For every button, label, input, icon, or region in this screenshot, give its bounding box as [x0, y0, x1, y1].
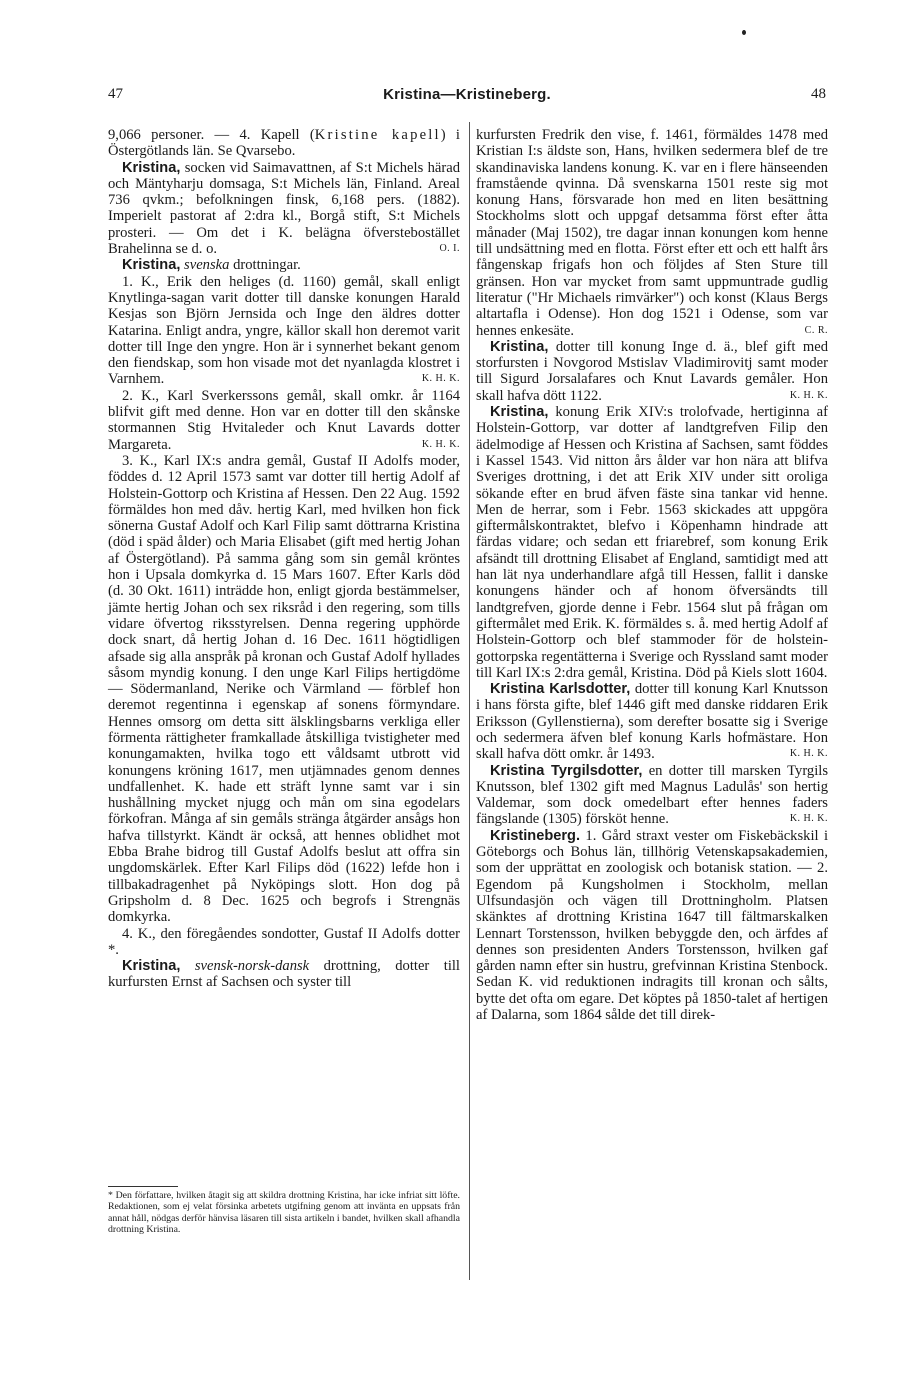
- entry-kristina-karlsdotter: Kristina Karlsdotter, dotter till konung Karl Knutsson i hans första gifte, blef 1446 gift med danske riddaren Erik Eriksson (Gyllenstierna), som derefter bosatte sig i Sverige och sedermera äfven blef konung Karls hofmästare. Hon skall hafva dött omkr. år 1493. K. H. K.: [476, 681, 828, 763]
- headword: Kristina,: [490, 404, 549, 421]
- headword: Kristina Karlsdotter,: [490, 681, 631, 698]
- left-column: [108, 127, 460, 991]
- headword: Kristina Tyrgilsdotter,: [490, 762, 643, 779]
- entry-kristina-erik-xiv: Kristina, konung Erik XIV:s trolofvade, hertiginna af Holstein-Gottorp, var dotter af landtgrefven Filip den ädelmodige af Hessen och Kristina af Sachsen, samt föddes i Kassel 1543. Vid nitton års ålder var hon nära att blifva Sveriges drottning, i det att Erik XIV under sitt oroliga sökande efter en brud äfven fäste sina tankar vid henne. Men de herrar, som i Febr. 1563 skickades att uppgöra giftermålskontraktet, blefvo i Köpenhamn hindrade att färdas vidare; och sedan ett friarebref, som konung Erik afsändt till drottning Elisabet af England, samtidigt med att han lät nya underhandlare afgå till Hessen, fallit i danske konungens händer och af honom öfversändts till landtgrefven, gjorde denne i Febr. 1564 slut på frågan om giftermålet med Erik. K. förmäldes s. å. med hertig Adolf af Holstein-Gottorp och blef stammoder för de holstein-gottorpska regentätterna i Sverige och Ryssland samt moder till Karl IX:s 2:dra gemål, Kristina. Död på Kiels slott 1604.: [476, 404, 828, 681]
- author-signature: O. I.: [439, 243, 460, 255]
- running-title: Kristina—Kristineberg.: [383, 86, 551, 103]
- page-number-left: 47: [108, 86, 123, 102]
- author-signature: K. H. K.: [421, 373, 460, 385]
- author-signature: K. H. K.: [789, 389, 828, 401]
- subentry-1: 1. K., Erik den heliges (d. 1160) gemål, skall enligt Knytlinga-sagan varit dotter till danske konungen Harald Kesjas son Björn Jernsida och Inge den äldres dotter Katarina. Enligt andra, yngre, källor skall hon deremot varit dotter till Inge den yngre. Hon är i synnerhet bekant genom den fiendskap, som hon visade mot det nyanlagda klostret i Varnhem. K. H. K.: [108, 273, 460, 388]
- entry-continuation: kurfursten Fredrik den vise, f. 1461, förmäldes 1478 med Kristian I:s äldste son, Hans, hvilken sedermera blef de tre skandinaviska landens konung. K. var en i flere hänseenden framstående qvinna. Då svenskarna 1501 reste sig mot konung Hans, försvarade hon med en liten besättning Stockholms slott och uppgaf detsamma först efter åtta månader (Maj 1502), tre dagar innan konungen kom henne till undsättning med en flotta. Först efter ett och ett halft års fångenskap frigafs hon och följdes af Sten Sture till gränsen. Hon var mycket from samt uppmuntrade gudlig literatur ("Hr Michaels rimvärker") och konst (Klaus Bergs altartafla i Odense). Hon dog 1521 i Odense, som var hennes enkesäte. C. R.: [476, 127, 828, 339]
- page-header: [108, 86, 826, 108]
- subentry-4: 4. K., den föregåendes sondotter, Gustaf II Adolfs dotter *.: [108, 925, 460, 958]
- author-signature: K. H. K.: [789, 813, 828, 825]
- footnote-rule: [108, 1186, 178, 1187]
- headword: Kristineberg.: [490, 827, 581, 844]
- footnote: * Den författare, hvilken åtagit sig att skildra drottning Kristina, har icke infriat sitt löfte. Redaktionen, som ej velat försinka arbetets utgifning genom att invänta en uppsats från annat håll, nödgas derför hänvisa läsaren till sista artikeln i bandet, hvilken skall afhandla drottning Kristina.: [108, 1190, 460, 1236]
- right-column: [476, 127, 828, 1023]
- entry-kristina-socken: Kristina, socken vid Saimavattnen, af S:t Michels härad och Mäntyharju domsaga, S:t Michels län, Finland. Areal 736 qvkm.; befolkningen finsk, 6,168 pers. (1882). Imperielt pastorat af 2:dra kl., Borgå stift, S:t Michels prosteri. — Om det i K. belägna öfverstebostället Brahelinna se d. o. O. I.: [108, 159, 460, 258]
- author-signature: C. R.: [804, 324, 828, 336]
- entry-kristina-drottningar: Kristina, svenska drottningar.: [122, 257, 301, 274]
- entry-kristina-svensk-norsk-dansk: Kristina, svensk-norsk-dansk drottning, dotter till kurfursten Ernst af Sachsen och syster till: [108, 958, 460, 991]
- subentry-3: 3. K., Karl IX:s andra gemål, Gustaf II Adolfs moder, föddes d. 12 April 1573 samt var dotter till hertig Adolf af Holstein-Gottorp och Kristina af Hessen. Den 22 Aug. 1592 förmäldes hon med dåv. hertig Karl, med hvilken hon fick sönerna Gustaf Adolf och Karl Filip samt döttrarna Kristina (död i späd ålder) och Maria Elisabet (gift med hertig Johan af Östergötland). På samma gång som sin gemål kröntes hon i Upsala domkyrka d. 15 Mars 1607. Efter Karls död (d. 30 Okt. 1611) inträdde hon, enligt gjorda bestämmelser, jämte hertig Johan och sex riksråd i den regering, som tills vidare öfvertog riksstyrelsen. Denna regering upphörde dock snart, då hertig Johan d. 16 Dec. 1611 högtidligen afsade sig alla anspråk på kronan och Gustaf Adolf hyllades såsom myndig konung. I den unge Karl Filips hertigdöme — Södermanland, Nerike och Värmland — förblef hon deremot regentinna i egenskap af sonens förmyndare. Hennes omsorg om detta sitt älsklingsbarns verkliga eller förmenta rättigheter framkallade åtskilliga tvistigheter med konungamakten, hvilka togo ett våldsamt utbrott vid konungens kröning 1617, men utjämnades genom dennes undfallenhet. K. hade ett sträft lynne samt var i sin hushållning mycket njugg och mån om sina egodelars förkofran. Många af sin gemåls stränga åtgärder ansågs hon hafva tillstyrkt. Kändt är också, att hennes oblidhet mot Ebba Brahe bidrog till Gustaf Adolfs beslut att offra sin ungdomskärlek. Efter Karl Filips död (1622) lefde hon i tillbakadragenhet på Nyköpings slott. Hon dog på Gripsholm d. 8 Dec. 1625 och begrofs i Strengnäs domkyrka.: [108, 452, 460, 926]
- entry-kristineberg: Kristineberg. 1. Gård straxt vester om Fiskebäckskil i Göteborgs och Bohus län, tillhörig Vetenskapsakademien, som der upprättat en zoologisk och botanisk station. — 2. Egendom på Kungsholmen i Stockholm, mellan Ulfsundasjön och vägen till Drottningholm. Platsen skänktes af drottning Kristina 1647 till fältmarskalken Lennart Torstensson, hvilken bebyggde den, och ärfdes af dennes son presidenten Anders Torstensson, hvilken gaf gården namn efter sin hustru, grefvinnan Kristina Stenbock. Sedan K. vid reduktionen indragits till kronan och sålts, bytte det ofta om egare. Det köptes på 1850-talet af hertigen af Dalarna, som 1864 sålde det till direk-: [476, 827, 828, 1024]
- headword: Kristina,: [490, 338, 549, 355]
- entry-kristina-inge: Kristina, dotter till konung Inge d. ä., blef gift med storfursten i Novgorod Mstislav Vladimirovitj samt moder till Sigurd Jorsalafares och Knut Lavards gemåler. Hon skall hafva dött 1122. K. H. K.: [476, 338, 828, 404]
- print-speck: [742, 30, 746, 35]
- headword: Kristina,: [122, 159, 181, 176]
- entry-continuation: 9,066 personer. — 4. Kapell (Kristine kapell) i Östergötlands län. Se Qvarsebo.: [108, 127, 460, 160]
- author-signature: K. H. K.: [789, 748, 828, 760]
- headword: Kristina,: [122, 958, 181, 975]
- author-signature: K. H. K.: [421, 438, 460, 450]
- column-divider: [469, 122, 470, 1280]
- entry-kristina-tyrgilsdotter: Kristina Tyrgilsdotter, en dotter till marsken Tyrgils Knutsson, blef 1302 gift med Magnus Ladulås' son hertig Valdemar, som dock omedelbart efter hennes faders fängslande (1305) försköt henne. K. H. K.: [476, 762, 828, 828]
- page-number-right: 48: [811, 86, 826, 102]
- headword: Kristina,: [122, 257, 181, 274]
- subentry-2: 2. K., Karl Sverkerssons gemål, skall omkr. år 1164 blifvit gift med denne. Hon var en dotter till den skånske stormannen Stig Hvitaleder och Knut Lavards dotter Margareta. K. H. K.: [108, 387, 460, 453]
- spaced-term: Kristine kapell: [314, 127, 441, 143]
